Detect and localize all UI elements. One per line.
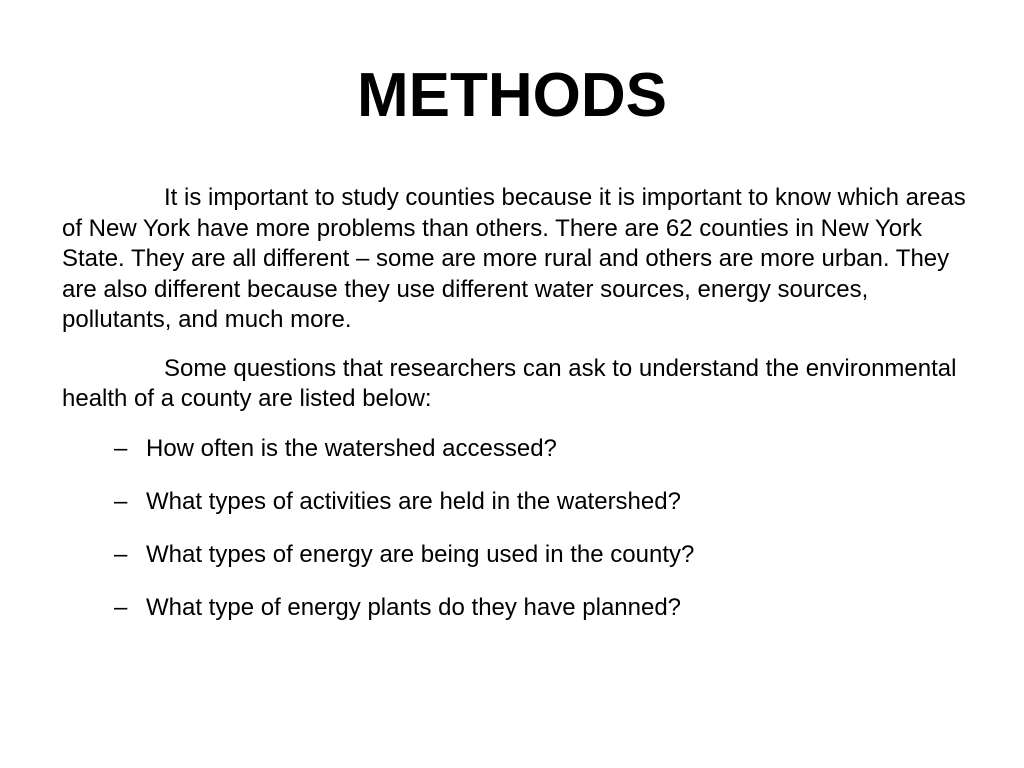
bullet-dash: –: [114, 434, 128, 462]
bullet-dash: –: [114, 487, 128, 515]
bullet-dash: –: [114, 593, 128, 621]
list-item-text: What types of activities are held in the watershed?: [146, 487, 681, 515]
list-item-text: How often is the watershed accessed?: [146, 434, 557, 462]
question-list: [62, 433, 967, 623]
list-item: [62, 486, 967, 517]
slide-body: [62, 183, 967, 645]
list-item: [62, 592, 967, 623]
list-item: [62, 539, 967, 570]
list-item: [62, 433, 967, 464]
intro-paragraph: It is important to study counties because it is important to know which areas of New York have more problems than others. There are 62 counties in New York State. They are all different – some are more rural and others are more urban. They are also different because they use different water sources, energy sources, pollutants, and much more.: [62, 184, 966, 333]
list-item-text: What types of energy are being used in the county?: [146, 540, 695, 568]
slide-title: METHODS: [357, 61, 667, 130]
list-item-text: What type of energy plants do they have planned?: [146, 593, 682, 621]
questions-paragraph: Some questions that researchers can ask to understand the environmental health of a county are listed below:: [62, 354, 957, 412]
bullet-dash: –: [114, 540, 128, 568]
